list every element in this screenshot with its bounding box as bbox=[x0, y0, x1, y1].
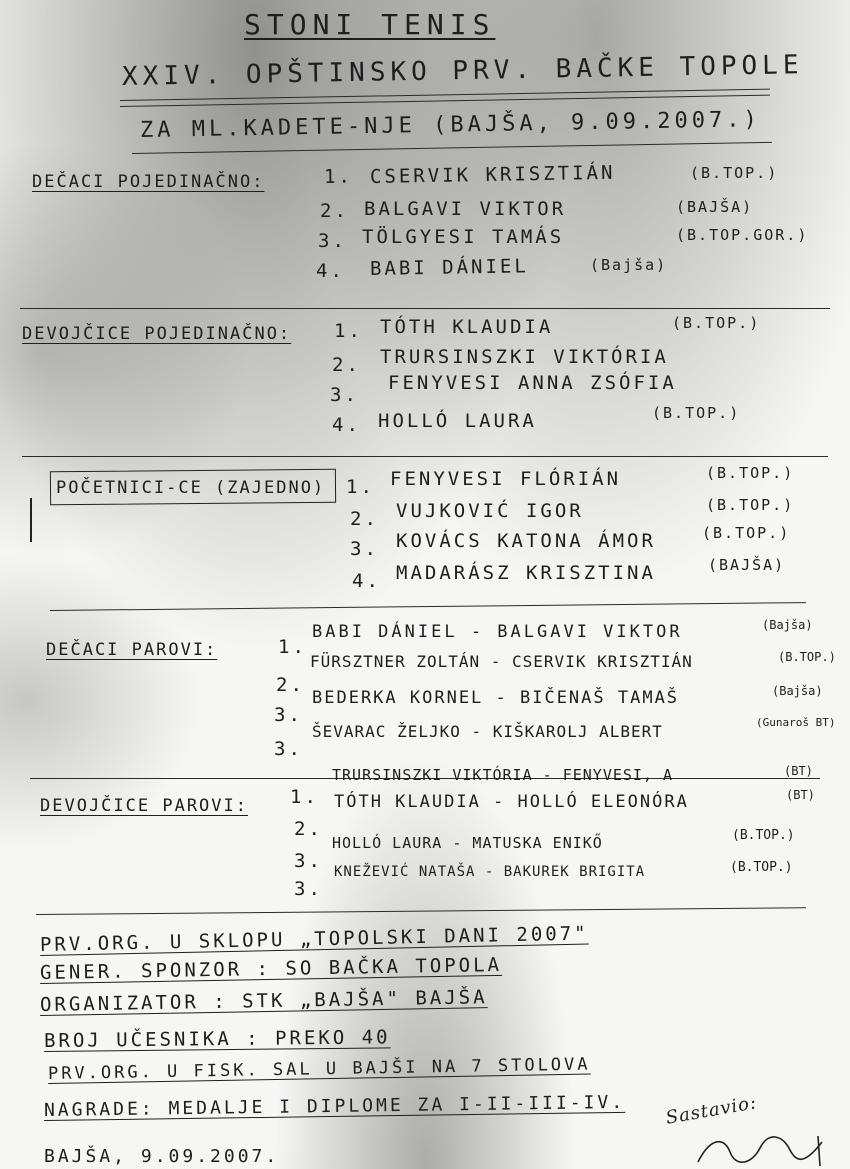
footer-line-organization: PRV.ORG. U SKLOPU „TOPOLSKI DANI 2007" bbox=[39, 922, 589, 956]
footer-line-participants: BROJ UČESNIKA : PREKO 40 bbox=[43, 1026, 391, 1052]
result-club: (B.TOP.) bbox=[732, 828, 795, 843]
result-club: (Bajša) bbox=[590, 256, 668, 274]
section-divider bbox=[50, 602, 806, 611]
result-club: (B.TOP.GOR.) bbox=[676, 226, 809, 244]
result-name: MADARÁSZ KRISZTINA bbox=[396, 562, 656, 584]
result-club: (Gunaroš BT) bbox=[756, 716, 836, 729]
divider bbox=[120, 95, 770, 107]
result-club: (Bajša) bbox=[772, 684, 823, 698]
result-place: 2. bbox=[350, 508, 379, 530]
doc-title: STONI TENIS bbox=[244, 8, 496, 41]
result-name: HOLLÓ LAURA - MATUSKA ENIKŐ bbox=[332, 834, 603, 852]
footer-place-date: BAJŠA, 9.09.2007. bbox=[44, 1146, 280, 1167]
result-club: (B.TOP.) bbox=[730, 860, 793, 875]
result-place: 2. bbox=[276, 674, 305, 696]
result-club: (BT) bbox=[786, 788, 815, 802]
result-name: VUJKOVIĆ IGOR bbox=[396, 500, 584, 522]
footer-line-sponsor: GENER. SPONZOR : SO BAČKA TOPOLA bbox=[39, 953, 503, 984]
result-place: 2. bbox=[294, 818, 323, 840]
result-name: FÜRSZTNER ZOLTÁN - CSERVIK KRISZTIÁN bbox=[310, 652, 693, 671]
result-place: 4. bbox=[332, 414, 361, 436]
section-heading: DEČACI PAROVI: bbox=[46, 640, 218, 660]
result-name: BABI DÁNIEL - BALGAVI VIKTOR bbox=[312, 622, 683, 642]
doc-subtitle-line1: XXIV. OPŠTINSKO PRV. BAČKE TOPOLE bbox=[121, 50, 804, 92]
result-place: 1. bbox=[334, 320, 363, 342]
result-place: 1. bbox=[290, 786, 319, 808]
result-place: 2. bbox=[320, 200, 349, 222]
result-club: (B.TOP.) bbox=[706, 464, 795, 482]
result-club: (Bajša) bbox=[762, 618, 813, 632]
result-place: 3. bbox=[294, 878, 323, 900]
result-club: (BAJŠA) bbox=[708, 556, 786, 574]
result-club: (B.TOP.) bbox=[778, 650, 836, 664]
result-place: 3. bbox=[294, 850, 323, 872]
section-heading: DEVOJČICE PAROVI: bbox=[40, 796, 248, 816]
divider bbox=[132, 142, 772, 154]
section-divider bbox=[20, 308, 830, 309]
result-place: 2. bbox=[332, 354, 361, 376]
result-name: FENYVESI FLÓRIÁN bbox=[390, 468, 622, 490]
result-place: 3. bbox=[350, 538, 379, 560]
result-name: BEDERKA KORNEL - BIČENAŠ TAMAŠ bbox=[312, 688, 680, 708]
result-name: CSERVIK KRISZTIÁN bbox=[369, 161, 616, 188]
result-place: 3. bbox=[318, 230, 347, 252]
result-place: 4. bbox=[352, 570, 381, 592]
result-club: (B.TOP.) bbox=[690, 164, 779, 182]
result-name: BABI DÁNIEL bbox=[369, 255, 530, 280]
result-name: KOVÁCS KATONA ÁMOR bbox=[396, 530, 656, 552]
footer-line-venue: PRV.ORG. U FISK. SAL U BAJŠI NA 7 STOLOVA bbox=[47, 1054, 591, 1084]
result-place: 3. bbox=[274, 738, 303, 760]
section-heading: DEVOJČICE POJEDINAČNO: bbox=[22, 324, 292, 344]
section-heading: POČETNICI-CE (ZAJEDNO) bbox=[56, 478, 326, 498]
result-club: (BAJŠA) bbox=[676, 198, 754, 216]
divider bbox=[120, 89, 770, 101]
result-name: FENYVESI ANNA ZSÓFIA bbox=[388, 372, 677, 394]
section-divider bbox=[36, 907, 806, 915]
result-place: 3. bbox=[274, 704, 303, 726]
result-club: (B.TOP.) bbox=[706, 496, 795, 514]
result-place: 1. bbox=[278, 636, 307, 658]
result-name: KNEŽEVIĆ NATAŠA - BAKUREK BRIGITA bbox=[334, 864, 646, 880]
footer-line-awards: NAGRADE: MEDALJE I DIPLOME ZA I-II-III-IV. bbox=[43, 1091, 626, 1121]
margin-mark bbox=[30, 498, 32, 542]
result-name: ŠEVARAC ŽELJKO - KIŠKAROLJ ALBERT bbox=[312, 722, 663, 741]
result-name: TÓTH KLAUDIA bbox=[380, 316, 554, 338]
result-name: HOLLÓ LAURA bbox=[378, 410, 537, 432]
section-heading: DEČACI POJEDINAČNO: bbox=[32, 172, 265, 192]
signature-scribble bbox=[690, 1128, 830, 1168]
result-club: (B.TOP.) bbox=[652, 404, 741, 422]
signature-label: Sastavio: bbox=[664, 1092, 759, 1129]
result-name: TRURSINSZKI VIKTÓRIA - FENYVESI, A bbox=[332, 766, 674, 784]
footer-line-organizer: ORGANIZATOR : STK „BAJŠA" BAJŠA bbox=[39, 986, 488, 1016]
result-name: TRURSINSZKI VIKTÓRIA bbox=[380, 346, 669, 368]
section-divider bbox=[22, 456, 828, 457]
result-club: (B.TOP.) bbox=[672, 314, 761, 332]
result-name: TÓTH KLAUDIA - HOLLÓ ELEONÓRA bbox=[334, 792, 689, 812]
result-club: (BT) bbox=[784, 764, 813, 778]
result-place: 3. bbox=[330, 384, 359, 406]
result-name: TÖLGYESI TAMÁS bbox=[362, 226, 565, 248]
result-place: 1. bbox=[323, 165, 354, 188]
doc-subtitle-line2: ZA ML.KADETE-NJE (BAJŠA, 9.09.2007.) bbox=[139, 107, 761, 143]
result-place: 4. bbox=[316, 260, 345, 282]
result-place: 1. bbox=[346, 476, 375, 498]
result-club: (B.TOP.) bbox=[702, 524, 791, 542]
result-name: BALGAVI VIKTOR bbox=[364, 198, 567, 220]
